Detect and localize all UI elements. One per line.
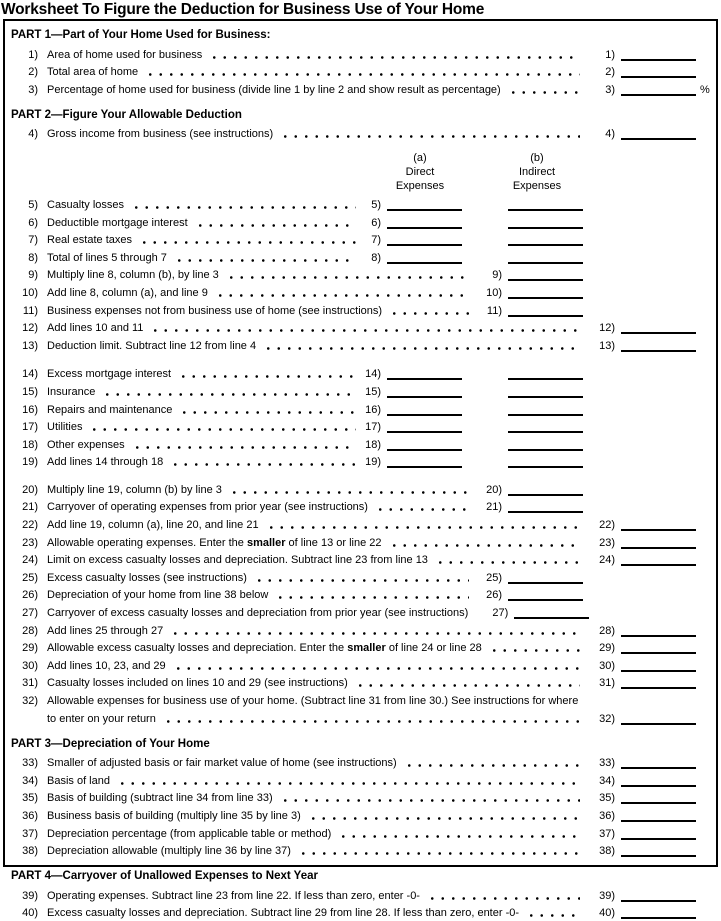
entry-line-3[interactable] xyxy=(621,91,696,96)
line-number: 8) xyxy=(28,251,38,264)
entry-line-31[interactable] xyxy=(621,684,696,689)
line-number-repeat: 11) xyxy=(486,304,502,317)
line-number-repeat: 9) xyxy=(492,269,502,282)
line-number-repeat: 31) xyxy=(599,677,615,690)
worksheet-row-12 xyxy=(5,319,716,337)
line-label: Depreciation allowable (multiply line 36 by line 37) xyxy=(47,845,291,858)
line-label: Percentage of home used for business (divide line 1 by line 2 and show result as percentage) xyxy=(47,83,501,96)
line-label: Insurance xyxy=(47,385,96,398)
line-number-repeat: 14) xyxy=(365,368,381,381)
line-number-repeat: 16) xyxy=(365,403,381,416)
line-label: Basis of land xyxy=(47,774,110,787)
worksheet-row-36 xyxy=(5,806,716,824)
worksheet-row-24 xyxy=(5,551,716,569)
worksheet-row-13 xyxy=(5,336,716,354)
line-number: 37) xyxy=(22,827,38,840)
entry-line-12[interactable] xyxy=(621,329,696,334)
dot-leader xyxy=(389,544,580,547)
worksheet-row-30 xyxy=(5,656,716,674)
line-label: Area of home used for business xyxy=(47,48,203,61)
line-label: Allowable excess casualty losses and depreciation. Enter the smaller of line 24 or line 28 xyxy=(47,642,482,655)
line-number: 30) xyxy=(22,659,38,672)
line-label: Add lines 14 through 18 xyxy=(47,456,164,469)
line-number: 12) xyxy=(22,322,38,335)
worksheet-row-15 xyxy=(5,382,716,400)
entry-line-7-indirect[interactable] xyxy=(508,241,583,246)
line-number: 7) xyxy=(28,234,38,247)
entry-line-22[interactable] xyxy=(621,526,696,531)
worksheet-row-10 xyxy=(5,283,716,301)
entry-line-15-indirect[interactable] xyxy=(508,393,583,398)
dot-leader xyxy=(170,632,580,635)
worksheet-rows xyxy=(5,28,716,921)
dot-leader xyxy=(275,596,469,599)
line-number: 4) xyxy=(28,128,38,141)
worksheet-row-5 xyxy=(5,195,716,213)
entry-line-18-direct[interactable] xyxy=(387,446,462,451)
line-number: 36) xyxy=(22,809,38,822)
dot-leader xyxy=(280,799,580,802)
worksheet-row-25 xyxy=(5,568,716,586)
line-label-continued: to enter on your return xyxy=(47,712,156,725)
entry-line-6-direct[interactable] xyxy=(387,224,462,229)
line-label: Gross income from business (see instructions) xyxy=(47,128,274,141)
line-number: 20) xyxy=(22,483,38,496)
entry-line-19-direct[interactable] xyxy=(387,463,462,468)
entry-line-8-direct[interactable] xyxy=(387,259,462,264)
line-number-repeat: 40) xyxy=(599,907,615,920)
dot-leader xyxy=(102,393,356,396)
line-number-repeat: 28) xyxy=(599,624,615,637)
line-number: 25) xyxy=(22,571,38,584)
worksheet-row-23 xyxy=(5,533,716,551)
entry-line-40[interactable] xyxy=(621,914,696,919)
worksheet-row-16 xyxy=(5,400,716,418)
worksheet-row-35 xyxy=(5,789,716,807)
entry-line-29[interactable] xyxy=(621,649,696,654)
worksheet-row-40 xyxy=(5,904,716,921)
line-number: 40) xyxy=(22,907,38,920)
dot-leader xyxy=(266,526,580,529)
entry-line-1[interactable] xyxy=(621,56,696,61)
dot-leader xyxy=(139,241,356,244)
entry-line-33[interactable] xyxy=(621,764,696,769)
line-number: 39) xyxy=(22,889,38,902)
worksheet-row-3 xyxy=(5,80,716,98)
line-label: Depreciation percentage (from applicable table or method) xyxy=(47,827,332,840)
entry-line-6-indirect[interactable] xyxy=(508,224,583,229)
line-number-repeat: 3) xyxy=(605,83,615,96)
entry-line-18-indirect[interactable] xyxy=(508,446,583,451)
entry-line-30[interactable] xyxy=(621,667,696,672)
dot-leader xyxy=(117,782,580,785)
worksheet-row-2 xyxy=(5,63,716,81)
line-label: Operating expenses. Subtract line 23 from line 22. If less than zero, enter -0- xyxy=(47,889,420,902)
worksheet-row-8 xyxy=(5,248,716,266)
worksheet-row-7 xyxy=(5,231,716,249)
worksheet-row-19 xyxy=(5,453,716,471)
dot-leader xyxy=(132,446,356,449)
line-number: 35) xyxy=(22,792,38,805)
dot-leader xyxy=(280,135,580,138)
line-number: 2) xyxy=(28,66,38,79)
line-number-repeat: 4) xyxy=(605,128,615,141)
dot-leader xyxy=(178,375,356,378)
part-header: PART 2—Figure Your Allowable Deduction xyxy=(11,108,242,121)
line-number: 34) xyxy=(22,774,38,787)
line-number: 10) xyxy=(22,286,38,299)
line-number: 16) xyxy=(22,403,38,416)
dot-leader xyxy=(195,224,356,227)
dot-leader xyxy=(435,561,580,564)
line-label: Smaller of adjusted basis or fair market value of home (see instructions) xyxy=(47,757,397,770)
line-label: Deductible mortgage interest xyxy=(47,216,188,229)
entry-line-5-indirect[interactable] xyxy=(508,206,583,211)
entry-line-2[interactable] xyxy=(621,73,696,78)
line-number: 15) xyxy=(22,385,38,398)
entry-line-20[interactable] xyxy=(508,491,583,496)
line-label: Allowable operating expenses. Enter the smaller of line 13 or line 22 xyxy=(47,536,382,549)
line-number-repeat: 37) xyxy=(599,827,615,840)
line-label: Add line 19, column (a), line 20, and line 21 xyxy=(47,519,259,532)
entry-line-23[interactable] xyxy=(621,544,696,549)
entry-line-11[interactable] xyxy=(508,312,583,317)
worksheet-row-4 xyxy=(5,125,716,143)
line-number-repeat: 17) xyxy=(365,421,381,434)
entry-line-36[interactable] xyxy=(621,817,696,822)
line-label: Add line 8, column (a), and line 9 xyxy=(47,286,208,299)
line-number: 6) xyxy=(28,216,38,229)
dot-leader xyxy=(226,276,469,279)
line-number: 38) xyxy=(22,845,38,858)
line-number-repeat: 34) xyxy=(599,774,615,787)
line-label: Allowable expenses for business use of your home. (Subtract line 31 from line 30.) See instructions for where xyxy=(47,695,579,707)
worksheet-row-37 xyxy=(5,824,716,842)
entry-line-27[interactable] xyxy=(514,614,589,619)
line-number-repeat: 1) xyxy=(605,48,615,61)
dot-leader xyxy=(375,508,469,511)
entry-line-28[interactable] xyxy=(621,632,696,637)
worksheet-row-32-line1 xyxy=(5,691,716,709)
dot-leader xyxy=(254,579,469,582)
line-number: 1) xyxy=(28,48,38,61)
dot-leader xyxy=(170,463,356,466)
entry-line-24[interactable] xyxy=(621,561,696,566)
entry-line-13[interactable] xyxy=(621,347,696,352)
spacer xyxy=(5,470,716,480)
entry-line-5-direct[interactable] xyxy=(387,206,462,211)
line-number: 31) xyxy=(22,677,38,690)
dot-leader xyxy=(209,56,580,59)
line-number-repeat: 23) xyxy=(599,536,615,549)
line-label: Carryover of operating expenses from prior year (see instructions) xyxy=(47,501,368,514)
part-header: PART 4—Carryover of Unallowed Expenses to Next Year xyxy=(11,870,318,883)
dot-leader xyxy=(145,73,580,76)
line-number: 24) xyxy=(22,554,38,567)
line-number: 28) xyxy=(22,624,38,637)
line-number: 3) xyxy=(28,83,38,96)
worksheet-title: Worksheet To Figure the Deduction for Business Use of Your Home xyxy=(1,1,485,18)
dot-leader xyxy=(89,428,356,431)
line-number-repeat: 6) xyxy=(371,216,381,229)
line-number: 13) xyxy=(22,339,38,352)
line-label: Business basis of building (multiply line 35 by line 3) xyxy=(47,809,301,822)
line-label: Casualty losses included on lines 10 and 29 (see instructions) xyxy=(47,677,348,690)
worksheet-row-32-line2 xyxy=(5,709,716,727)
line-label: Carryover of excess casualty losses and depreciation from prior year (see instructions) xyxy=(47,607,469,620)
worksheet-row-29 xyxy=(5,639,716,657)
line-label: Real estate taxes xyxy=(47,234,132,247)
line-number-repeat: 13) xyxy=(599,339,615,352)
line-number: 23) xyxy=(22,536,38,549)
line-label: Utilities xyxy=(47,421,83,434)
worksheet-row-11 xyxy=(5,301,716,319)
worksheet-row-38 xyxy=(5,842,716,860)
percent-suffix: % xyxy=(700,83,710,96)
line-number-repeat: 30) xyxy=(599,659,615,672)
entry-line-15-direct[interactable] xyxy=(387,393,462,398)
line-number-repeat: 29) xyxy=(599,642,615,655)
line-number: 33) xyxy=(22,757,38,770)
entry-line-37[interactable] xyxy=(621,835,696,840)
entry-line-35[interactable] xyxy=(621,799,696,804)
entry-line-17-indirect[interactable] xyxy=(508,428,583,433)
dot-leader xyxy=(215,294,469,297)
dot-leader xyxy=(229,491,469,494)
dot-leader xyxy=(355,684,580,687)
entry-line-21[interactable] xyxy=(508,508,583,513)
line-label: Excess casualty losses (see instructions) xyxy=(47,571,247,584)
line-number: 27) xyxy=(22,607,38,620)
line-label: Deduction limit. Subtract line 12 from line 4 xyxy=(47,339,257,352)
line-label: Repairs and maintenance xyxy=(47,403,173,416)
entry-line-34[interactable] xyxy=(621,782,696,787)
line-number: 29) xyxy=(22,642,38,655)
part-header: PART 3—Depreciation of Your Home xyxy=(11,737,210,750)
worksheet-row-28 xyxy=(5,621,716,639)
line-number-repeat: 35) xyxy=(599,792,615,805)
line-number-repeat: 36) xyxy=(599,809,615,822)
entry-line-7-direct[interactable] xyxy=(387,241,462,246)
entry-line-39[interactable] xyxy=(621,897,696,902)
line-number-repeat: 21) xyxy=(486,501,502,514)
line-label: Multiply line 8, column (b), by line 3 xyxy=(47,269,219,282)
line-number-repeat: 33) xyxy=(599,757,615,770)
line-number-repeat: 26) xyxy=(486,589,502,602)
dot-leader xyxy=(179,411,356,414)
dot-leader xyxy=(163,720,580,723)
line-label: Multiply line 19, column (b) by line 3 xyxy=(47,483,222,496)
line-label: Total of lines 5 through 7 xyxy=(47,251,167,264)
dot-leader xyxy=(131,206,356,209)
worksheet-row-34 xyxy=(5,771,716,789)
line-label: Basis of building (subtract line 34 from line 33) xyxy=(47,792,273,805)
line-label: Limit on excess casualty losses and depreciation. Subtract line 23 from line 13 xyxy=(47,554,428,567)
entry-line-14-direct[interactable] xyxy=(387,375,462,380)
line-number-repeat: 7) xyxy=(371,234,381,247)
line-number: 9) xyxy=(28,269,38,282)
worksheet-row-9 xyxy=(5,266,716,284)
worksheet-row-22 xyxy=(5,515,716,533)
line-number-repeat: 32) xyxy=(599,712,615,725)
line-number: 32) xyxy=(22,695,38,707)
worksheet-row-27 xyxy=(5,603,716,621)
line-number-repeat: 18) xyxy=(365,438,381,451)
line-number: 5) xyxy=(28,198,38,211)
spacer xyxy=(5,354,716,365)
worksheet-row-17 xyxy=(5,418,716,436)
entry-line-32[interactable] xyxy=(621,720,696,725)
line-label: Add lines 10, 23, and 29 xyxy=(47,659,166,672)
column-header-direct-expenses: (a) Direct Expenses xyxy=(395,152,445,193)
line-number-repeat: 24) xyxy=(599,554,615,567)
dot-leader xyxy=(508,91,580,94)
part-header: PART 1—Part of Your Home Used for Business: xyxy=(11,29,271,41)
line-label: Excess casualty losses and depreciation. Subtract line 29 from line 28. If less than zero, enter -0- xyxy=(47,907,520,920)
dot-leader xyxy=(150,329,580,332)
worksheet-row-39 xyxy=(5,886,716,904)
entry-line-4[interactable] xyxy=(621,135,696,140)
entry-line-16-indirect[interactable] xyxy=(508,411,583,416)
line-label: Depreciation of your home from line 38 below xyxy=(47,589,269,602)
worksheet-row-18 xyxy=(5,435,716,453)
expense-column-headers xyxy=(5,145,716,195)
entry-line-38[interactable] xyxy=(621,852,696,857)
worksheet-row-6 xyxy=(5,213,716,231)
line-number-repeat: 19) xyxy=(365,456,381,469)
line-number-repeat: 5) xyxy=(371,198,381,211)
line-number-repeat: 8) xyxy=(371,251,381,264)
dot-leader xyxy=(389,312,469,315)
line-label: Casualty losses xyxy=(47,198,125,211)
line-label: Total area of home xyxy=(47,66,139,79)
line-label: Add lines 10 and 11 xyxy=(47,322,144,335)
line-number-repeat: 2) xyxy=(605,66,615,79)
worksheet-row-26 xyxy=(5,586,716,604)
entry-line-10[interactable] xyxy=(508,294,583,299)
line-number: 11) xyxy=(22,304,38,317)
dot-leader xyxy=(263,347,580,350)
worksheet-row-31 xyxy=(5,674,716,692)
dot-leader xyxy=(174,259,356,262)
line-number-repeat: 39) xyxy=(599,889,615,902)
worksheet-row-14 xyxy=(5,365,716,383)
entry-line-25[interactable] xyxy=(508,579,583,584)
line-number-repeat: 25) xyxy=(486,571,502,584)
line-number: 21) xyxy=(22,501,38,514)
worksheet-row-20 xyxy=(5,480,716,498)
entry-line-19-indirect[interactable] xyxy=(508,463,583,468)
line-number-repeat: 10) xyxy=(486,286,502,299)
worksheet-row-21 xyxy=(5,498,716,516)
entry-line-14-indirect[interactable] xyxy=(508,375,583,380)
line-number-repeat: 22) xyxy=(599,519,615,532)
entry-line-26[interactable] xyxy=(508,596,583,601)
entry-line-17-direct[interactable] xyxy=(387,428,462,433)
line-label: Business expenses not from business use of home (see instructions) xyxy=(47,304,383,317)
entry-line-8-indirect[interactable] xyxy=(508,259,583,264)
column-header-indirect-expenses: (b) Indirect Expenses xyxy=(512,152,562,193)
line-number: 18) xyxy=(22,438,38,451)
dot-leader xyxy=(298,852,580,855)
dot-leader xyxy=(404,764,580,767)
line-number: 22) xyxy=(22,519,38,532)
line-number: 26) xyxy=(22,589,38,602)
line-number-repeat: 27) xyxy=(492,607,509,620)
dot-leader xyxy=(427,897,580,900)
line-number-repeat: 38) xyxy=(599,845,615,858)
worksheet-row-1 xyxy=(5,45,716,63)
dot-leader xyxy=(308,817,580,820)
dot-leader xyxy=(338,835,580,838)
line-number-repeat: 12) xyxy=(599,322,615,335)
line-number-repeat: 20) xyxy=(486,483,502,496)
line-number: 19) xyxy=(22,456,38,469)
dot-leader xyxy=(526,914,580,917)
line-label: Other expenses xyxy=(47,438,125,451)
line-number: 14) xyxy=(22,368,38,381)
entry-line-9[interactable] xyxy=(508,276,583,281)
worksheet-box xyxy=(3,19,718,920)
line-label: Add lines 25 through 27 xyxy=(47,624,164,637)
line-label: Excess mortgage interest xyxy=(47,368,172,381)
entry-line-16-direct[interactable] xyxy=(387,411,462,416)
line-number: 17) xyxy=(22,421,38,434)
line-number-repeat: 15) xyxy=(365,385,381,398)
worksheet-row-33 xyxy=(5,754,716,772)
dot-leader xyxy=(489,649,580,652)
dot-leader xyxy=(173,667,580,670)
